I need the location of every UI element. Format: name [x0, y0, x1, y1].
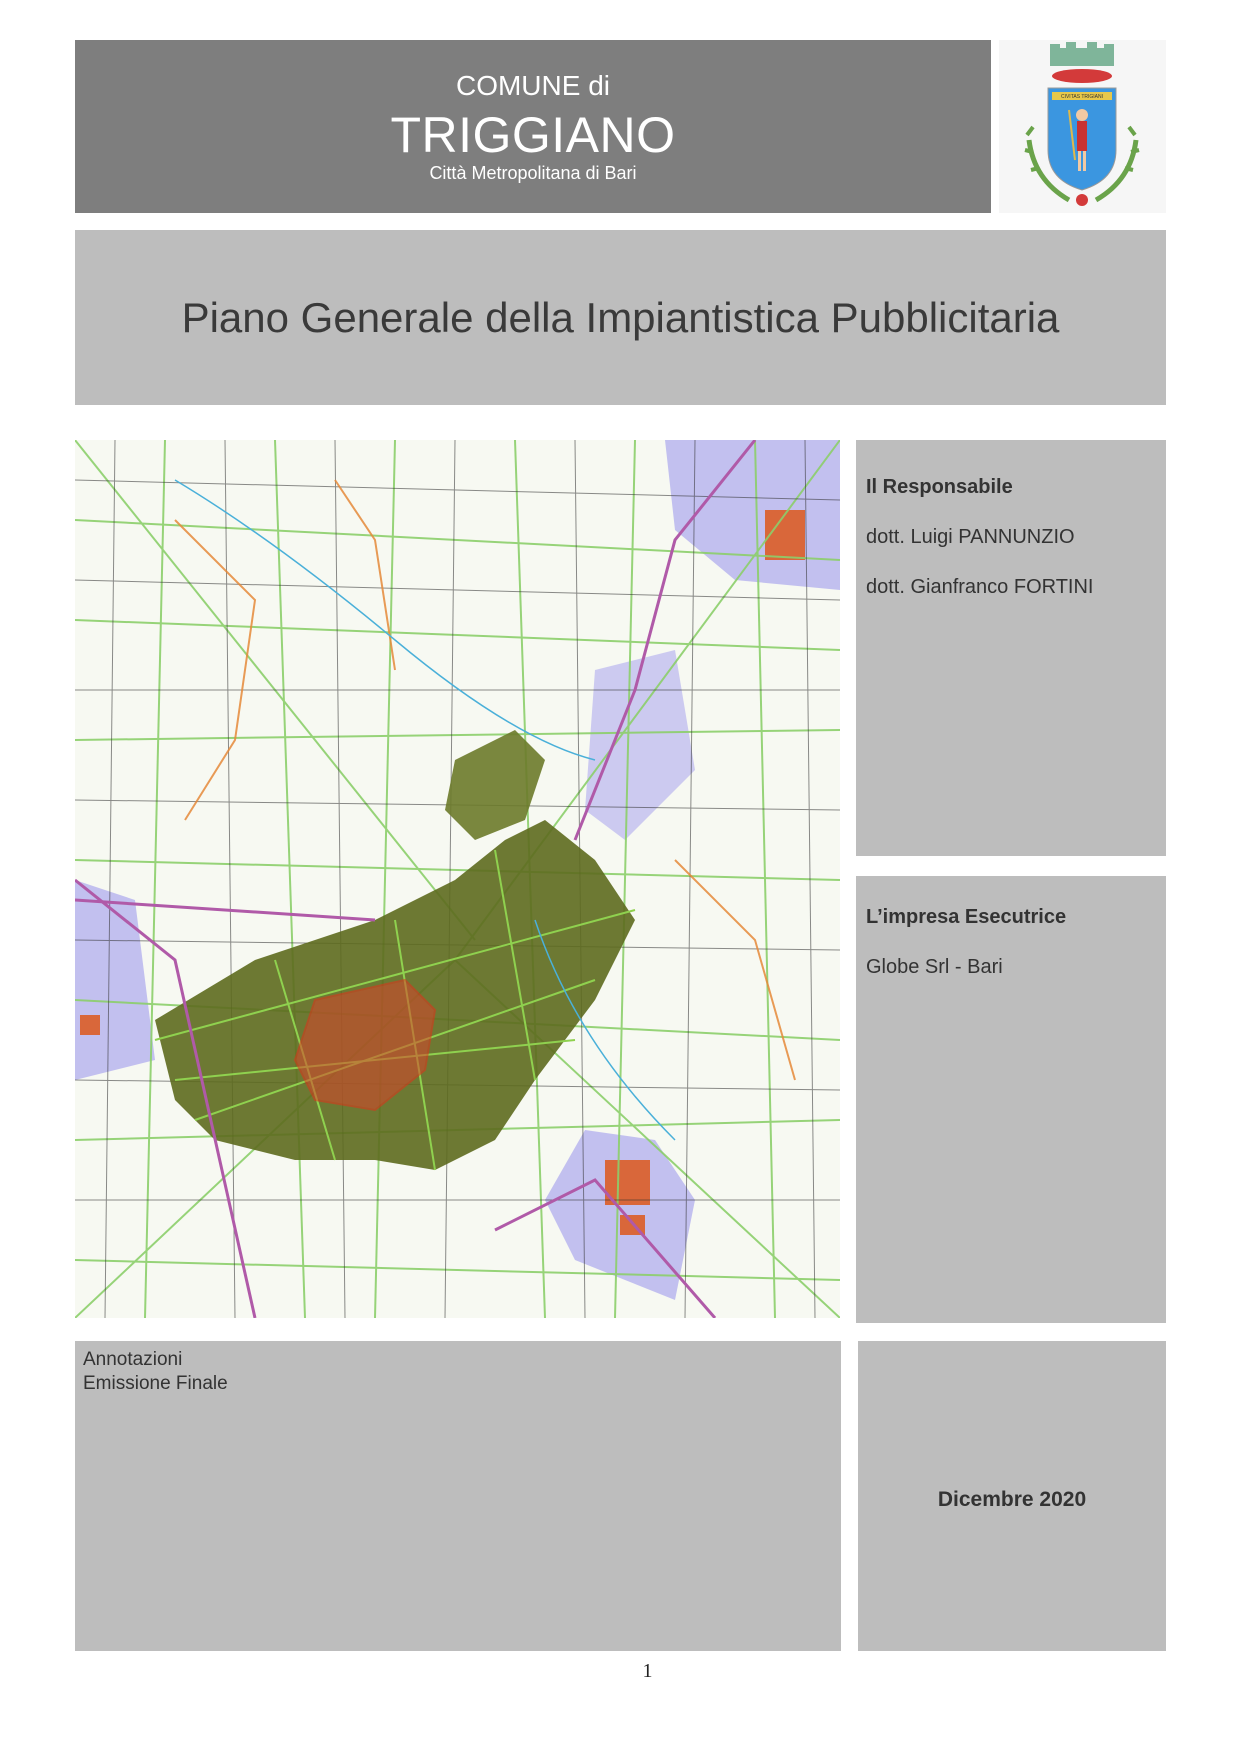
- annotazioni-value: Emissione Finale: [83, 1373, 228, 1394]
- city-subtitle: Città Metropolitana di Bari: [429, 163, 637, 183]
- coat-of-arms-logo: [999, 40, 1166, 213]
- crest-banner-text: CIVITAS TRIGIANI: [1060, 94, 1104, 100]
- responsabile-name: dott. Gianfranco FORTINI: [866, 576, 1094, 598]
- responsabile-heading: Il Responsabile: [866, 476, 1013, 498]
- impresa-panel: [856, 876, 1166, 1323]
- annotazioni-panel: [75, 1341, 841, 1651]
- impresa-heading: L’impresa Esecutrice: [866, 906, 1067, 928]
- responsabile-name: dott. Luigi PANNUNZIO: [866, 526, 1075, 548]
- annotazioni-label: Annotazioni: [83, 1349, 183, 1370]
- responsabile-panel: [856, 440, 1166, 856]
- header-banner: [75, 40, 991, 213]
- date-panel: [858, 1341, 1166, 1651]
- document-title: Piano Generale della Impiantistica Pubblicitaria: [181, 294, 1060, 341]
- impresa-name: Globe Srl - Bari: [866, 956, 1003, 978]
- document-date: Dicembre 2020: [937, 1488, 1087, 1511]
- comune-label: COMUNE di: [455, 70, 610, 101]
- page-number: 1: [642, 1660, 653, 1682]
- municipal-map-image: [75, 440, 840, 1318]
- document-title-box: [75, 230, 1166, 405]
- city-name: TRIGGIANO: [390, 107, 676, 163]
